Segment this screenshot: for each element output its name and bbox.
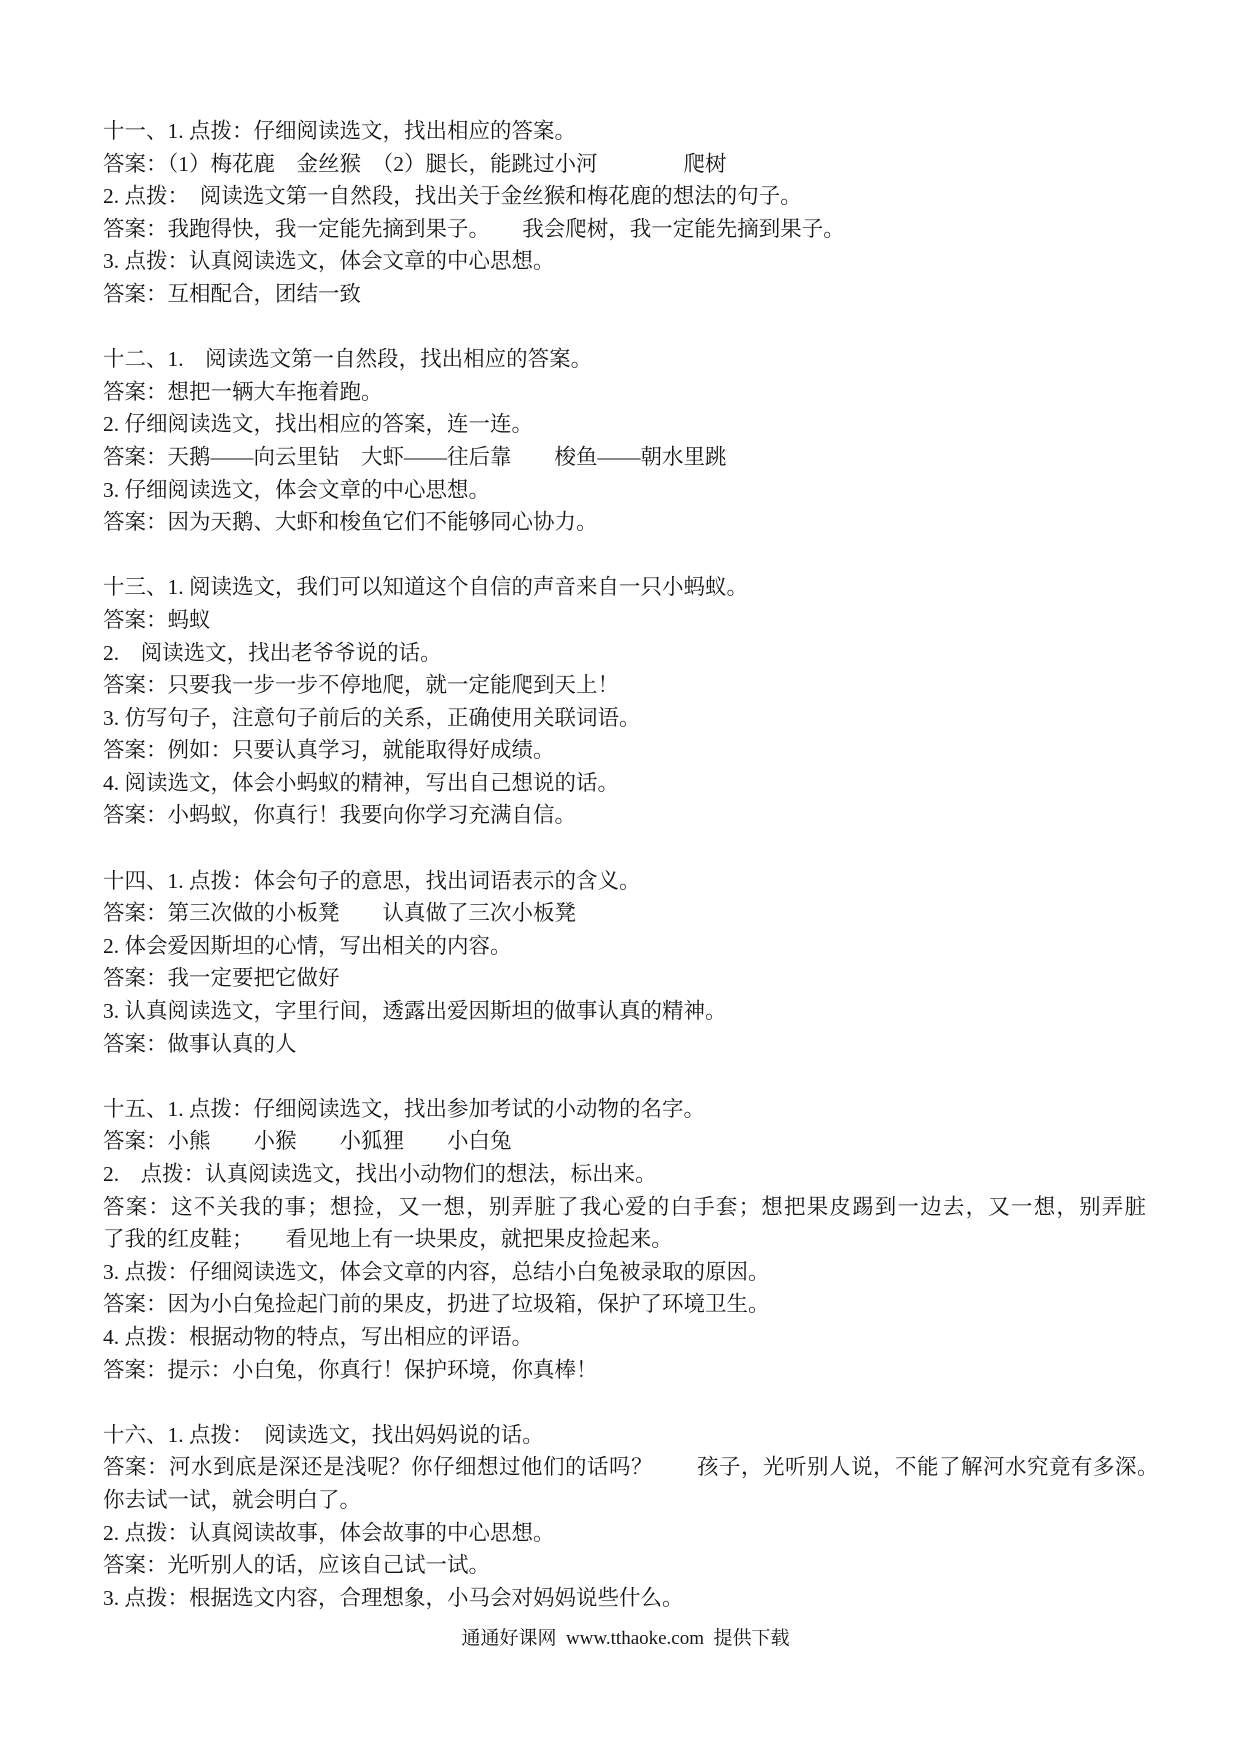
text-line: 十一、1. 点拨：仔细阅读选文，找出相应的答案。 [103, 119, 577, 143]
text-line: 答案：光听别人的话，应该自己试一试。 [103, 1553, 491, 1578]
text-line: 4. 阅读选文，体会小蚂蚁的精神，写出自己想说的话。 [103, 770, 620, 795]
text-line: 答案：这不关我的事；想捡，又一想，别弄脏了我心爱的白手套；想把果皮踢到一边去，又一想，别弄脏 [103, 1194, 1148, 1219]
text-line: 答案：互相配合，团结一致 [103, 281, 362, 306]
text-line: 十二、1. 阅读选文第一自然段，找出相应的答案。 [103, 347, 593, 372]
text-line: 2. 点拨： 阅读选文第一自然段，找出关于金丝猴和梅花鹿的想法的句子。 [103, 184, 802, 209]
text-line: 答案：想把一辆大车拖着跑。 [103, 379, 383, 404]
text-line: 2. 阅读选文，找出老爷爷说的话。 [103, 640, 442, 665]
text-line: 答案：天鹅——向云里钻 大虾——往后靠 梭鱼——朝水里跳 [103, 444, 727, 469]
section-16 [103, 1419, 1160, 1615]
text-line: 3. 点拨：仔细阅读选文，体会文章的内容，总结小白兔被录取的原因。 [103, 1259, 770, 1284]
text-line: 十四、1. 点拨：体会句子的意思，找出词语表示的含义。 [103, 868, 641, 893]
text-line: 了我的红皮鞋； 看见地上有一块果皮，就把果皮捡起来。 [103, 1227, 673, 1252]
section-13 [103, 571, 1148, 832]
text-line: 答案：因为小白兔捡起门前的果皮，扔进了垃圾箱，保护了环境卫生。 [103, 1292, 770, 1317]
text-line: 答案：提示：小白兔，你真行！保护环境，你真棒！ [103, 1357, 598, 1382]
text-line: 3. 点拨：认真阅读选文，体会文章的中心思想。 [103, 249, 555, 274]
text-line: 答案：小熊 小猴 小狐狸 小白兔 [103, 1129, 512, 1154]
section-11 [103, 115, 1148, 311]
text-line: 答案：（1）梅花鹿 金丝猴 （2）腿长，能跳过小河 爬树 [103, 151, 727, 176]
text-line: 答案：例如：只要认真学习，就能取得好成绩。 [103, 738, 555, 763]
text-line: 答案：只要我一步一步不停地爬，就一定能爬到天上！ [103, 673, 620, 698]
footer-download-note: 通通好课网 www.tthaoke.com 提供下载 [461, 1628, 790, 1650]
text-line: 答案：我跑得快，我一定能先摘到果子。 我会爬树，我一定能先摘到果子。 [103, 216, 845, 241]
text-line: 答案：蚂蚁 [103, 607, 211, 632]
answer-key-content [103, 115, 1160, 1614]
text-line: 答案：做事认真的人 [103, 1031, 297, 1056]
text-line: 3. 仔细阅读选文，体会文章的中心思想。 [103, 477, 491, 502]
text-line: 3. 认真阅读选文，字里行间，透露出爱因斯坦的做事认真的精神。 [103, 999, 727, 1024]
text-line: 你去试一试，就会明白了。 [103, 1487, 362, 1512]
section-12 [103, 343, 1148, 539]
text-line: 2. 仔细阅读选文，找出相应的答案，连一连。 [103, 412, 534, 437]
section-15 [103, 1093, 1148, 1386]
text-line: 答案：第三次做的小板凳 认真做了三次小板凳 [103, 901, 577, 926]
text-line: 2. 体会爱因斯坦的心情，写出相关的内容。 [103, 933, 512, 958]
text-line: 答案：我一定要把它做好 [103, 966, 340, 991]
text-line: 十六、1. 点拨： 阅读选文，找出妈妈说的话。 [103, 1422, 544, 1447]
text-line: 2. 点拨：认真阅读故事，体会故事的中心思想。 [103, 1520, 555, 1545]
text-line: 3. 仿写句子，注意句子前后的关系，正确使用关联词语。 [103, 705, 641, 730]
text-line: 答案：河水到底是深还是浅呢？你仔细想过他们的话吗？ 孩子，光听别人说，不能了解河水究竟有多深。 [103, 1455, 1160, 1480]
text-line: 4. 点拨：根据动物的特点，写出相应的评语。 [103, 1324, 534, 1349]
text-line: 答案：小蚂蚁，你真行！我要向你学习充满自信。 [103, 803, 577, 828]
section-14 [103, 865, 1148, 1061]
text-line: 2. 点拨：认真阅读选文，找出小动物们的想法，标出来。 [103, 1162, 657, 1186]
text-line: 答案：因为天鹅、大虾和梭鱼它们不能够同心协力。 [103, 510, 598, 535]
text-line: 十三、1. 阅读选文，我们可以知道这个自信的声音来自一只小蚂蚁。 [103, 575, 749, 600]
text-line: 十五、1. 点拨：仔细阅读选文，找出参加考试的小动物的名字。 [103, 1096, 706, 1121]
text-line: 3. 点拨：根据选文内容，合理想象，小马会对妈妈说些什么。 [103, 1585, 684, 1610]
